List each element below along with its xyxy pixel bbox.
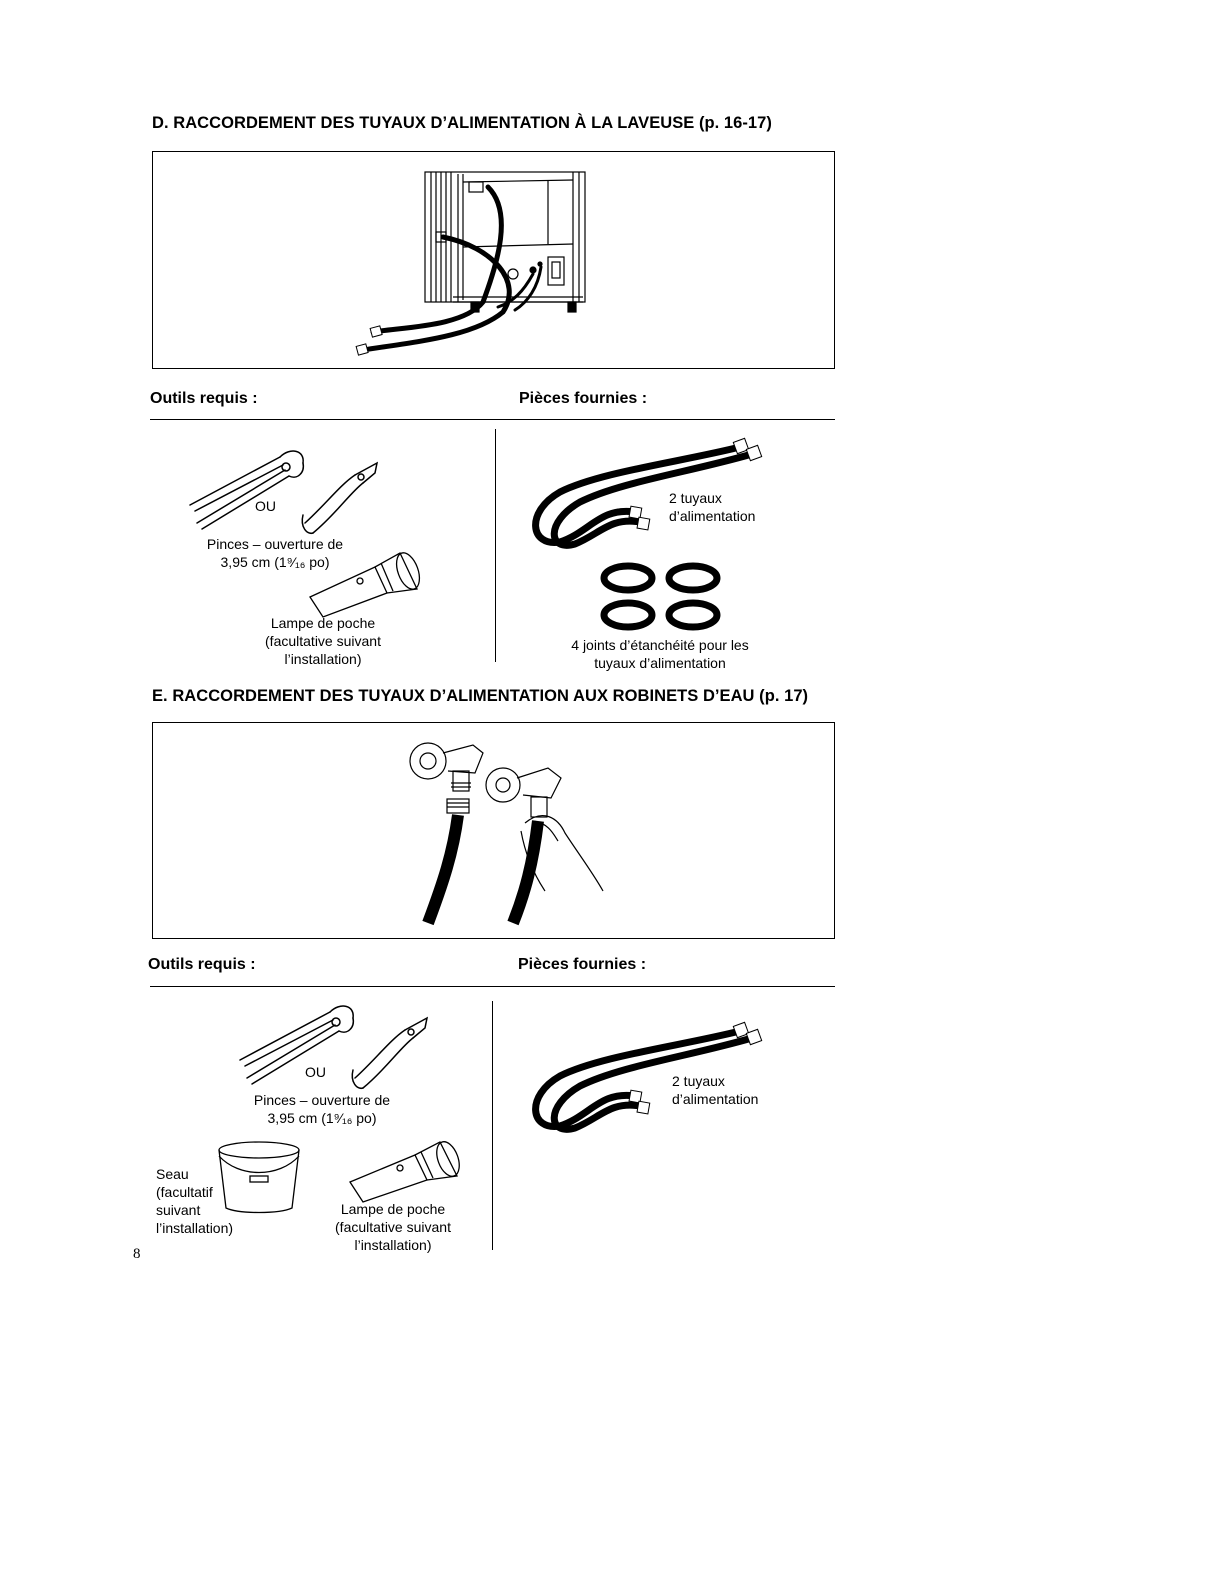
washer-back-illustration [153,152,836,370]
section-d-parts-label: Pièces fournies : [519,390,648,407]
section-e-pliers-caption-1: Pinces – ouverture de [253,1092,391,1108]
section-d-washers-caption-2: tuyaux d’alimentation [594,655,726,671]
section-d-pliers-caption-1: Pinces – ouverture de [206,536,344,552]
section-e-hoses-caption-2: d’alimentation [672,1091,759,1107]
faucet-connection-illustration [153,723,836,940]
section-e-hoses-caption-1: 2 tuyaux [672,1073,725,1089]
section-d-flashlight-caption-2: (facultative suivant [265,633,381,649]
section-d-hoses-caption-1: 2 tuyaux [669,490,722,506]
hoses-icon [520,1016,770,1136]
section-e-bucket-caption-1: Seau [156,1166,189,1182]
section-d-column-divider [495,429,496,662]
section-e-tools-label: Outils requis : [148,956,256,973]
section-d-hoses-caption-2: d’alimentation [669,508,756,524]
section-d-washers-caption-1: 4 joints d’étanchéité pour les [571,637,749,653]
pliers-icon [185,445,385,540]
section-d-tools-label: Outils requis : [150,390,258,407]
flashlight-icon [305,545,430,620]
section-e-bucket-caption-3: suivant [156,1202,201,1218]
section-e-divider [150,986,835,987]
pliers-icon [235,1000,435,1095]
washer-back-illustration-frame [152,151,835,369]
section-e-flashlight-caption-1: Lampe de poche [340,1201,446,1217]
section-e-or-label: OU [305,1064,326,1080]
section-e-bucket-caption-2: (facultatif [156,1184,213,1200]
page-number: 8 [133,1246,141,1262]
bucket-icon [214,1138,304,1218]
section-e-column-divider [492,1001,493,1250]
section-e-flashlight-caption-2: (facultative suivant [335,1219,451,1235]
section-d-pliers-caption-2: 3,95 cm (1⁹⁄₁₆ po) [220,554,330,570]
section-e-parts-label: Pièces fournies : [518,956,647,973]
section-d-heading: D. RACCORDEMENT DES TUYAUX D’ALIMENTATION À LA LAVEUSE (p. 16-17) [152,114,772,132]
section-e-bucket-caption-4: l’installation) [156,1220,234,1236]
section-e-heading: E. RACCORDEMENT DES TUYAUX D’ALIMENTATION AUX ROBINETS D’EAU (p. 17) [152,687,809,705]
section-e-flashlight-caption-3: l’installation) [354,1237,432,1253]
hoses-icon [520,432,770,552]
section-d-or-label: OU [255,498,276,514]
washers-icon [598,560,728,635]
section-d-flashlight-caption-1: Lampe de poche [270,615,376,631]
section-e-pliers-caption-2: 3,95 cm (1⁹⁄₁₆ po) [267,1110,377,1126]
section-d-divider [150,419,835,420]
faucet-connection-illustration-frame [152,722,835,939]
section-d-flashlight-caption-3: l’installation) [284,651,362,667]
